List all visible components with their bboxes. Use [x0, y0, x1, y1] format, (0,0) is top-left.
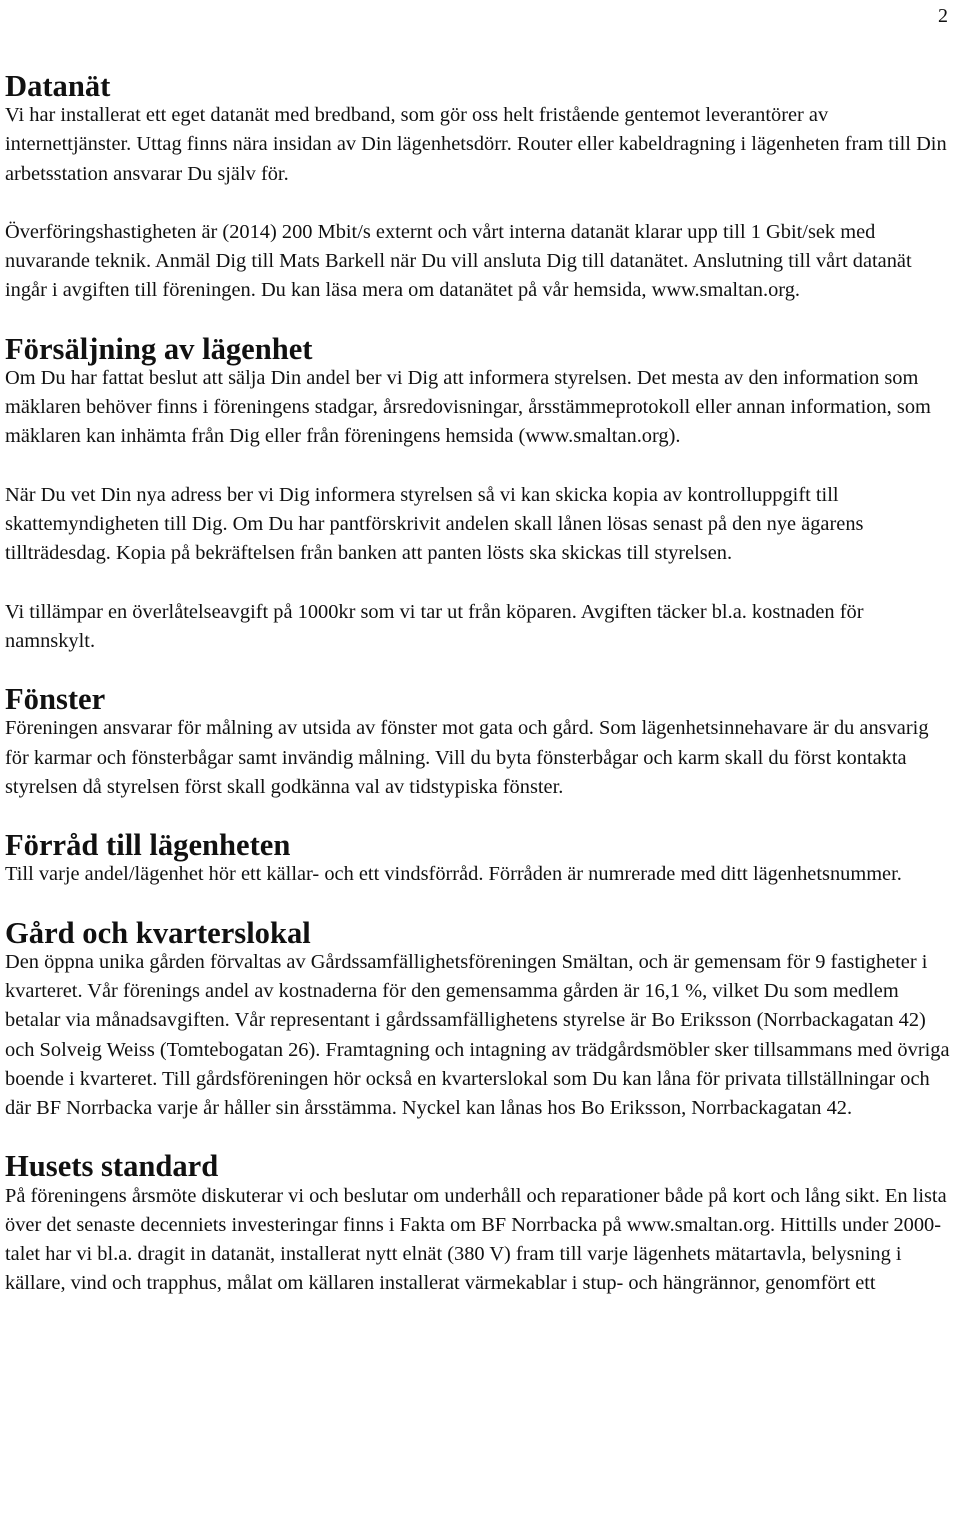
paragraph: När Du vet Din nya adress ber vi Dig informera styrelsen så vi kan skicka kopia av kontrolluppgift till skattemyndigheten till Dig. Om Du har pantförskrivit andelen skall lånen lösas senast på den nye ägarens tillträdesdag. Kopia på bekräftelsen från banken att panten lösts ska skickas till styrelsen.	[5, 483, 864, 565]
page-number: 2	[938, 5, 948, 27]
paragraph: Överföringshastigheten är (2014) 200 Mbit/s externt och vårt interna datanät klarar upp till 1 Gbit/sek med nuvarande teknik. Anmäl Dig till Mats Barkell när Du vill ansluta Dig till datanätet. Anslutning till vårt datanät ingår i avgiften till föreningen. Du kan läsa mera om datanätet på vår hemsida, www.smaltan.org.	[5, 221, 912, 302]
section-datanat	[5, 69, 957, 306]
paragraph: På föreningens årsmöte diskuterar vi och beslutar om underhåll och reparationer både på kort och lång sikt. En lista över det senaste decenniets investeringar finns i Fakta om BF Norrbacka på www.smaltan.org. Hittills under 2000-talet har vi bl.a. dragit in datanät, installerat nytt elnät (380 V) fram till varje lägenhets mätartavla, belysning i källare, vind och trapphus, målat om källaren installerat värmekablar i stup- och hängrännor, genomfört ett	[5, 1184, 947, 1295]
paragraph: Den öppna unika gården förvaltas av Gårdssamfällighetsföreningen Smältan, och är gemensam för 9 fastigheter i kvarteret. Vår förenings andel av kostnaderna för den gemensamma gården är 16,1 %, vilket Du som medlem betalar via månadsavgiften. Vår representant i gårdssamfällighetens styrelse är Bo Eriksson (Norrbackagatan 42) och Solveig Weiss (Tomtebogatan 26). Framtagning och intagning av trädgårdsmöbler sker tillsammans med övriga boende i kvarteret. Till gårdsföreningen hör också en kvarterslokal som Du kan låna för privata tillställningar och där BF Norrbacka varje år håller sin årsstämma. Nyckel kan lånas hos Bo Eriksson, Norrbackagatan 42.	[5, 950, 950, 1119]
section-forsaljning	[5, 331, 957, 656]
document-body	[5, 69, 957, 1298]
section-title: Försäljning av lägenhet	[5, 331, 313, 366]
section-title: Datanät	[5, 69, 111, 103]
section-gard	[5, 915, 957, 1123]
paragraph: Om Du har fattat beslut att sälja Din andel ber vi Dig att informera styrelsen. Det mesta av den information som mäklaren behöver finns i föreningens stadgar, årsredovisningar, årsstämmeprotokoll eller annan information, som mäklaren kan inhämta från Dig eller från föreningens hemsida (www.smaltan.org).	[5, 367, 931, 448]
section-title: Förråd till lägenheten	[5, 828, 291, 863]
section-title: Fönster	[5, 682, 106, 717]
paragraph: Föreningen ansvarar för målning av utsida av fönster mot gata och gård. Som lägenhetsinnehavare är du ansvarig för karmar och fönsterbågar samt invändig målning. Vill du byta fönsterbågar och karm skall du först kontakta styrelsen då styrelsen först skall godkänna val av tidstypiska fönster.	[5, 717, 929, 798]
section-title: Gård och kvarterslokal	[5, 915, 311, 950]
section-fonster	[5, 682, 957, 802]
section-title: Husets standard	[5, 1149, 219, 1184]
paragraph: Till varje andel/lägenhet hör ett källar- och ett vindsförråd. Förråden är numrerade med ditt lägenhetsnummer.	[5, 863, 902, 886]
paragraph: Vi tillämpar en överlåtelseavgift på 1000kr som vi tar ut från köparen. Avgiften täcker bl.a. kostnaden för namnskylt.	[5, 600, 864, 652]
paragraph: Vi har installerat ett eget datanät med bredband, som gör oss helt fristående gentemot leverantörer av internettjänster. Uttag finns nära insidan av Din lägenhetsdörr. Router eller kabeldragning i lägenheten fram till Din arbetsstation ansvarar Du själv för.	[5, 104, 947, 185]
section-husets-standard	[5, 1149, 957, 1298]
section-forrad	[5, 828, 957, 889]
